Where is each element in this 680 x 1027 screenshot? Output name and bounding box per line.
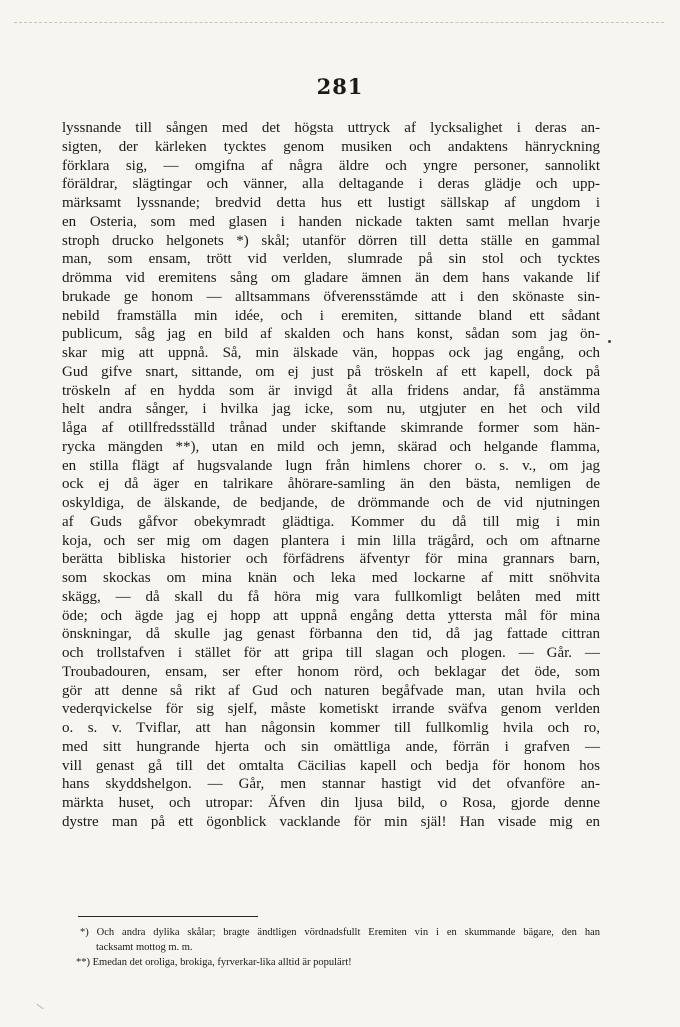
text-line: dystre man på ett ögonblick vacklande för min själ! Han visade mig en <box>62 813 600 830</box>
text-line: skägg, — då skall du få höra mig vara fullkomligt belåten med mitt <box>62 588 600 605</box>
text-line: man, som ensam, trött vid verlden, slumrade på sin stol och tycktes <box>62 251 600 268</box>
text-line: som skockas om mina knän och leka med lockarne af mitt snöhvita <box>62 570 600 586</box>
text-line: rycka mängden **), utan en mild och jemn, skärad och helgande flamma, <box>62 438 600 455</box>
footnote-line: *) Och andra dylika skålar; bragte ändtligen vördnadsfullt Eremiten vin i en skummande bägare, den han <box>80 927 600 938</box>
text-line: gör att denne så rikt af Gud och naturen begåfvade man, utan hvila och <box>62 682 600 699</box>
text-line: brukade ge honom — alltsammans öfverensstämde att i den skönaste sin- <box>62 288 600 305</box>
text-line: öde; och ägde jag ej hopp att uppnå engång detta yttersta mål för mina <box>62 607 600 624</box>
text-line: med sitt hungrande hjerta och sin omättliga ande, förrän i grafven — <box>62 738 600 755</box>
text-line: oskyldiga, de älskande, de bedjande, de drömmande och de vid njutningen <box>62 495 600 511</box>
text-line: låga af otillfredsställd trånad under skiftande skimrande former som hän- <box>62 420 600 436</box>
text-line: förklara sig, — omgifna af några äldre och yngre personer, sannolikt <box>62 157 600 174</box>
body-text <box>62 119 600 832</box>
text-line: sigten, der kärleken tycktes genom musiken och andaktens hänryckning <box>62 138 600 155</box>
text-line: koja, och ser mig om dagen plantera i min lilla trägård, och om aftnarne <box>62 532 600 549</box>
text-line: och trollstafven i stället för att gripa till slagan och plogen. — Går. — <box>62 645 600 661</box>
top-edge-rule <box>14 22 664 23</box>
text-line: berätta bibliska historier och förfädrens äfventyr för mina grannars barn, <box>62 551 600 568</box>
text-line: Gud gifve snart, sittande, om ej just på tröskeln af ett kapell, dock på <box>62 363 600 380</box>
text-line: lyssnande till sången med det högsta uttryck af lycksalighet i deras an- <box>62 120 600 136</box>
text-line: publicum, såg jag en bild af skalden och hans konst, sådan som jag ön- <box>62 326 600 343</box>
text-line: o. s. v. Tviflar, att han någonsin kommer till fullkomlig hvila och ro, <box>62 720 600 736</box>
text-line: helt andra sånger, i hvilka jag icke, som nu, utgjuter en het och vild <box>62 401 600 418</box>
footnote-line: tacksamt mottog m. m. <box>96 942 193 953</box>
text-line: skar mig att uppnå. Så, min älskade vän, hoppas ock jag engång, och <box>62 345 600 361</box>
text-line: drömma vid eremitens sång om gladare ämnen än dem hans vakande lif <box>62 270 600 286</box>
footnote-separator <box>78 916 258 917</box>
text-line: en stilla flägt af hugsvalande lugn från himlens chorer o. s. v., om jag <box>62 457 600 474</box>
text-line: ock ej då äger en talrikare åhörare-samling än den bästa, nemligen de <box>62 476 600 493</box>
page-number: 281 <box>316 74 364 99</box>
text-line: märkta huset, och utropar: Äfven din ljusa bild, o Rosa, gjorde denne <box>62 795 600 811</box>
text-line: stroph drucko helgonets *) skål; utanför dörren till detta ställe en gammal <box>62 232 600 249</box>
text-line: märksamt lyssnande; bredvid detta hus ett lustigt sällskap af ungdom i <box>62 195 600 211</box>
text-line: vill genast gå till det omtalta Cäcilias kapell och bedja för honom hos <box>62 757 600 774</box>
footnotes <box>62 925 600 970</box>
page-edge-mark <box>36 1004 43 1009</box>
text-line: tröskeln af en hydda som är invigd åt alla fridens andar, få anstämma <box>62 382 600 399</box>
stray-ink-mark <box>608 340 611 343</box>
text-line: Troubadouren, ensam, ser efter honom rörd, och beklagar det öde, som <box>62 663 600 680</box>
footnote-line: **) Emedan det oroliga, brokiga, fyrverkar-lika alltid är populärt! <box>76 957 352 968</box>
text-line: vederqvickelse för sig sjelf, måste kometiskt irrande sväfva genom verlden <box>62 701 600 718</box>
text-line: hans skyddshelgon. — Går, men stannar hastigt vid det ofvanföre an- <box>62 776 600 793</box>
text-line: föräldrar, slägtingar och vänner, alla deltagande i deras glädje och upp- <box>62 176 600 193</box>
text-line: en Osteria, som med glasen i handen nickade takten samt mellan hvarje <box>62 213 600 230</box>
text-line: önskningar, då skulle jag genast förbanna den tid, då jag fattade cittran <box>62 626 600 643</box>
text-line: af Guds gåfvor obekymradt glädtiga. Kommer du då till mig i min <box>62 513 600 530</box>
text-line: nebild framställa min idée, och i eremiten, sittande bland ett sådant <box>62 307 600 324</box>
